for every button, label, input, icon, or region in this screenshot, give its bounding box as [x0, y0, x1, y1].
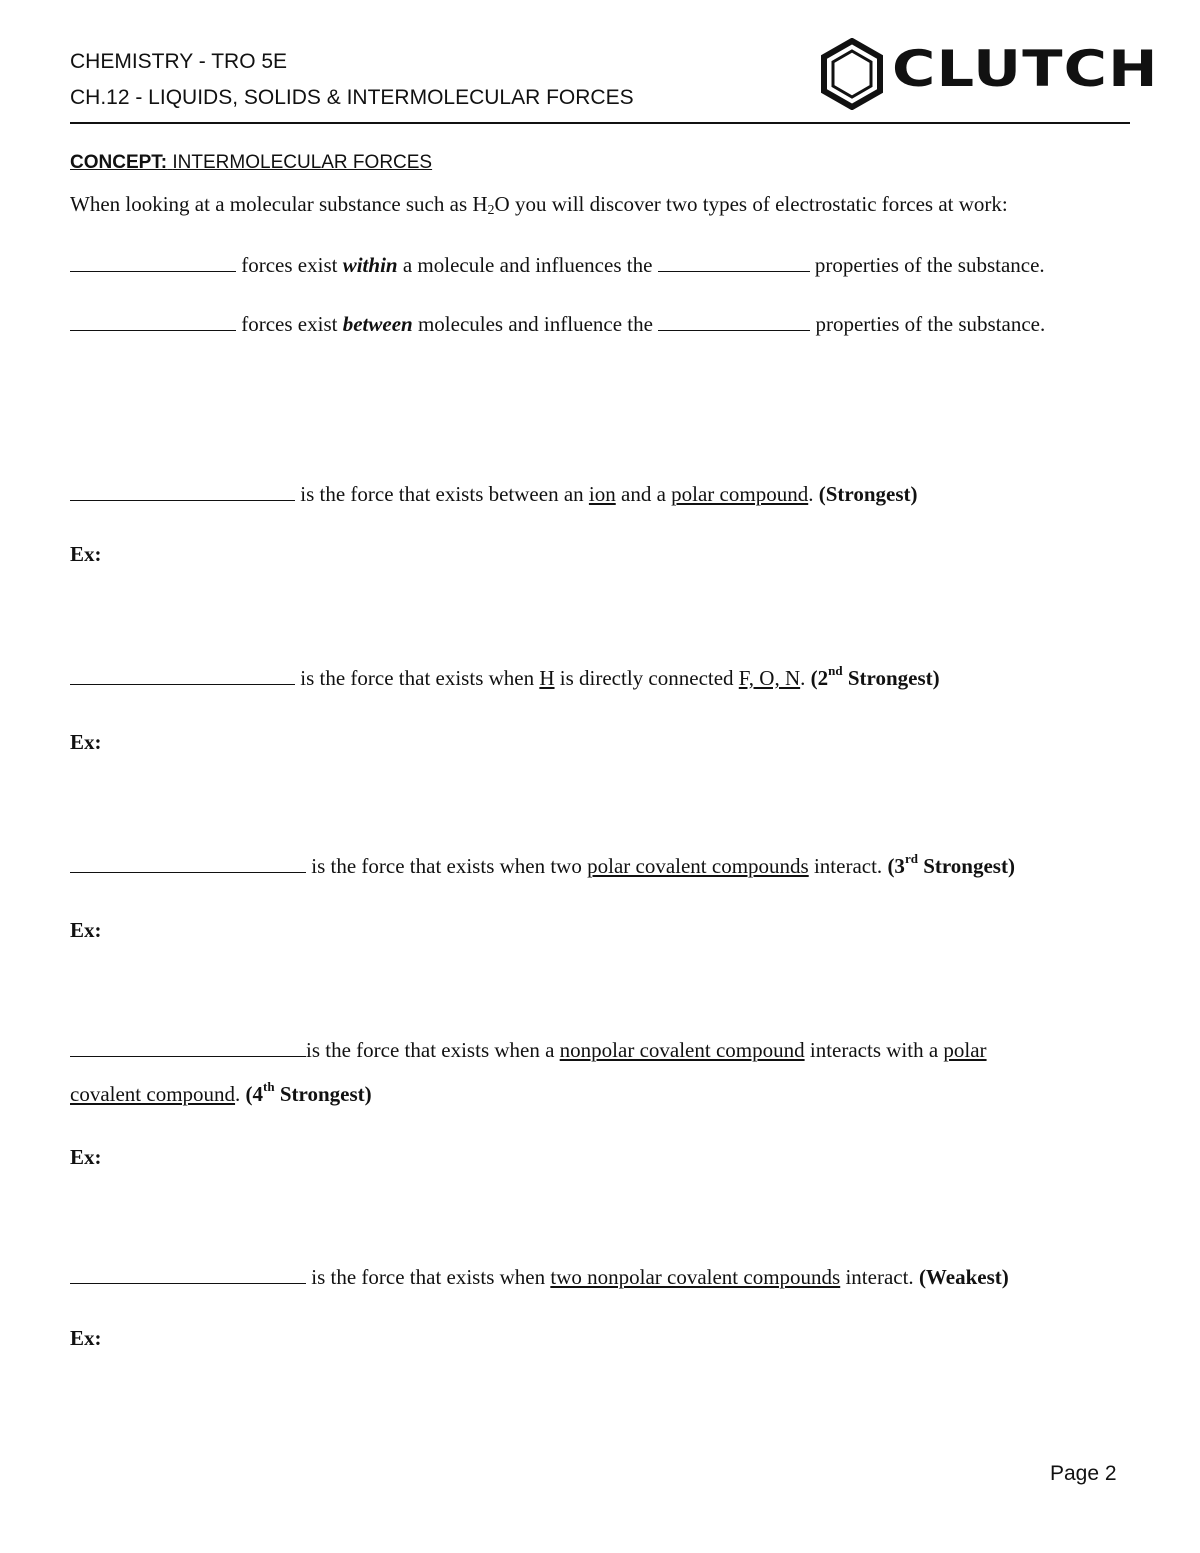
answer-blank[interactable] — [70, 482, 295, 501]
force-dipole-induced-dipole — [70, 1038, 987, 1063]
force-text: interact. — [845, 1265, 914, 1289]
force-rank: (3rd Strongest) — [887, 851, 1015, 878]
answer-blank[interactable] — [70, 854, 306, 873]
force-keyword: polar covalent compounds — [587, 854, 809, 878]
intro-paragraph — [70, 192, 1008, 217]
force-text: is the force that exists between an — [300, 482, 584, 506]
force-text: is the force that exists when — [300, 666, 535, 690]
fill-text: properties of the substance. — [814, 253, 1045, 277]
force-text: is the force that exists when — [311, 1265, 546, 1289]
example-label: Ex: — [70, 730, 102, 754]
hexagon-benzene-icon — [820, 38, 884, 110]
force-text: is the force that exists when a — [306, 1038, 555, 1062]
force-keyword: nonpolar covalent compound — [559, 1038, 805, 1062]
intro-text-end: O you will discover two types of electrostatic forces at work: — [494, 192, 1008, 216]
answer-blank[interactable] — [70, 1038, 306, 1057]
force-rank: (4th Strongest) — [245, 1079, 372, 1106]
force-text: is directly connected — [559, 666, 734, 690]
fill-text: forces exist — [241, 312, 338, 336]
force-keyword: two nonpolar covalent compounds — [550, 1265, 841, 1289]
answer-blank[interactable] — [658, 253, 810, 272]
force-ion-dipole — [70, 482, 917, 507]
concept-title: INTERMOLECULAR FORCES — [172, 152, 433, 173]
concept-heading — [70, 152, 432, 174]
fill-emphasis: between — [342, 312, 413, 336]
answer-blank[interactable] — [70, 666, 295, 685]
course-title: CHEMISTRY - TRO 5E — [70, 50, 288, 73]
fill-text: molecules and influence the — [417, 312, 653, 336]
force-text: interact. — [813, 854, 883, 878]
force-rank: (Strongest) — [818, 482, 918, 506]
header-divider — [70, 122, 1130, 124]
fill-line-within — [70, 253, 1045, 278]
force-text: . — [235, 1082, 241, 1106]
answer-blank[interactable] — [70, 312, 236, 331]
logo-wordmark: CLUTCH — [892, 40, 1159, 98]
fill-text: properties of the substance. — [815, 312, 1046, 336]
force-rank: (2nd Strongest) — [810, 663, 940, 690]
answer-blank[interactable] — [70, 253, 236, 272]
fill-emphasis: within — [342, 253, 398, 277]
force-dipole-induced-dipole-cont — [70, 1079, 372, 1107]
answer-blank[interactable] — [70, 1265, 306, 1284]
example-label: Ex: — [70, 542, 102, 566]
example-label: Ex: — [70, 1326, 102, 1350]
force-keyword: ion — [588, 482, 616, 506]
example-label: Ex: — [70, 1145, 102, 1169]
force-keyword: covalent compound — [70, 1082, 236, 1106]
intro-subscript: 2 — [487, 203, 495, 218]
force-hydrogen-bond — [70, 663, 940, 691]
force-keyword: polar compound — [671, 482, 809, 506]
page-number: Page 2 — [1050, 1462, 1117, 1485]
concept-label: CONCEPT: — [70, 152, 168, 173]
force-keyword: polar — [943, 1038, 987, 1062]
fill-text: a molecule and influences the — [402, 253, 653, 277]
chapter-title: CH.12 - LIQUIDS, SOLIDS & INTERMOLECULAR FORCES — [70, 86, 634, 109]
clutch-logo — [820, 38, 1159, 110]
force-rank: (Weakest) — [918, 1265, 1009, 1289]
force-text: is the force that exists when two — [311, 854, 582, 878]
intro-text-start: When looking at a molecular substance such as H — [70, 192, 488, 216]
fill-line-between — [70, 312, 1045, 337]
force-text: interacts with a — [809, 1038, 939, 1062]
answer-blank[interactable] — [658, 312, 810, 331]
force-keyword: F, O, N — [738, 666, 801, 690]
force-keyword: H — [539, 666, 555, 690]
example-label: Ex: — [70, 918, 102, 942]
fill-text: forces exist — [241, 253, 338, 277]
force-text: . — [808, 482, 814, 506]
force-dipole-dipole — [70, 851, 1015, 879]
force-text: . — [800, 666, 806, 690]
force-london-dispersion — [70, 1265, 1009, 1290]
force-text: and a — [621, 482, 666, 506]
